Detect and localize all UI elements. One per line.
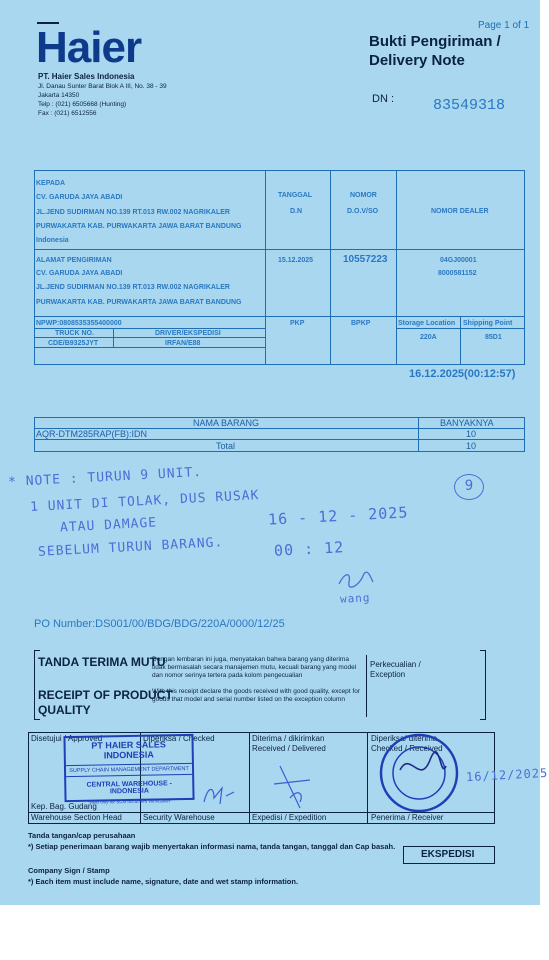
sig-penerima: Penerima / Receiver <box>371 813 444 822</box>
storage-label: Storage Location <box>398 320 456 327</box>
company-address2: Jakarta 14350 <box>38 92 80 99</box>
shipping-value: 85D1 <box>485 334 502 341</box>
sig-kep-gudang: Kep. Bag. Gudang <box>31 802 97 811</box>
stamp-line-2: SUPPLY CHAIN MANAGEMENT DEPARTMENT <box>66 763 192 777</box>
exception-label-2: Exception <box>370 670 406 679</box>
col-banyaknya: BANYAKNYA <box>440 418 494 428</box>
alamat-addr1: JL.JEND SUDIRMAN NO.139 RT.013 RW.002 NAGRIKALER <box>36 284 230 291</box>
circled-count: 9 <box>454 474 484 500</box>
print-timestamp: 16.12.2025(00:12:57) <box>409 368 516 380</box>
ekspedisi-label: EKSPEDISI <box>421 849 475 860</box>
stamp-line-4: *Valid only for SCM document verification* <box>87 798 172 805</box>
kepada-name: CV. GARUDA JAYA ABADI <box>36 194 123 201</box>
company-address1: Jl. Danau Sunter Barat Blok A III, No. 38 - 39 <box>38 83 167 90</box>
sig-checked: Diperiksa / Checked <box>143 734 215 743</box>
handwritten-time: 00 : 12 <box>273 538 345 560</box>
col-nama-barang: NAMA BARANG <box>193 418 260 428</box>
dealer-value1: 04GJ00001 <box>440 257 477 264</box>
sig-security: Security Warehouse <box>143 813 215 822</box>
kepada-label: KEPADA <box>36 180 66 187</box>
sig-checked-received-2: Checked / Received <box>371 744 443 753</box>
handwritten-scribble <box>335 568 375 592</box>
warehouse-stamp <box>63 734 194 805</box>
receipt-title-3: QUALITY <box>38 703 91 717</box>
alamat-label: ALAMAT PENGIRIMAN <box>36 257 112 264</box>
company-fax: Fax : (021) 6512556 <box>38 110 97 117</box>
sig-divider-2 <box>249 732 250 824</box>
shipping-label: Shipping Point <box>463 320 513 327</box>
kepada-addr1: JL.JEND SUDIRMAN NO.139 RT.013 RW.002 NAGRIKALER <box>36 209 230 216</box>
do-number: 10557223 <box>343 254 388 265</box>
delivery-date: 15.12.2025 <box>278 257 314 264</box>
total-value: 10 <box>466 441 477 451</box>
driver-label: DRIVER/EKSPEDISI <box>155 330 221 337</box>
handwritten-note-2: 1 UNIT DI TOLAK, DUS RUSAK <box>29 488 260 515</box>
po-number: PO Number:DS001/00/BDG/BDG/220A/0000/12/25 <box>34 618 285 630</box>
receipt-title-2: RECEIPT OF PRODUCT <box>38 688 173 702</box>
handwritten-note-4: SEBELUM TURUN BARANG. <box>37 535 224 560</box>
title-line2: Delivery Note <box>369 52 465 69</box>
npwp: NPWP:0808535355400000 <box>36 320 122 327</box>
sig-wh-head: Warehouse Section Head <box>31 813 122 822</box>
dn-label: DN : <box>372 93 394 105</box>
handwritten-receive-date: 16/12/2025 <box>465 765 549 785</box>
handwritten-date: 16 - 12 - 2025 <box>267 503 409 529</box>
footer-note-en: *) Each item must include name, signature, date and wet stamp information. <box>28 877 299 886</box>
haier-logo: Haier <box>36 23 142 72</box>
company-name: PT. Haier Sales Indonesia <box>38 72 135 81</box>
receipt-text-en: With this receipt declare the goods received with good quality, except for goods that model and serial number listed on the exception column <box>152 688 360 703</box>
kepada-addr3: Indonesia <box>36 237 69 244</box>
stamp-line-3: CENTRAL WAREHOUSE - INDONESIA <box>86 780 173 796</box>
alamat-addr2: PURWAKARTA KAB. PURWAKARTA JAWA BARAT BANDUNG <box>36 299 242 306</box>
company-telp: Telp : (021) 6505668 (Hunting) <box>38 101 127 108</box>
alamat-name: CV. GARUDA JAYA ABADI <box>36 270 123 277</box>
item-qty: 10 <box>466 429 477 439</box>
footer-note-id: *) Setiap penerimaan barang wajib menyertakan informasi nama, tanda tangan, tanggal dan Cap basah. <box>28 842 396 851</box>
signature-checked <box>200 782 240 810</box>
storage-value: 220A <box>420 334 437 341</box>
item-name: AQR-DTM285RAP(FB):IDN <box>36 429 148 439</box>
receipt-bracket-right <box>480 650 486 720</box>
footer-company-sign: Tanda tangan/cap perusahaan <box>28 831 136 840</box>
sig-approved: Disetujui / Approved <box>31 734 103 743</box>
sig-checked-received: Diperiksa/ diterima <box>371 734 438 743</box>
bpkp-label: BPKP <box>351 320 371 327</box>
tanggal-sub: D.N <box>290 208 303 215</box>
handwritten-signature-name: wang <box>339 591 371 606</box>
receiver-stamp <box>376 730 462 816</box>
dn-number: 83549318 <box>433 97 506 114</box>
total-label: Total <box>216 441 236 451</box>
sig-received-2: Received / Delivered <box>252 744 326 753</box>
exception-label: Perkecualian / <box>370 660 421 669</box>
kepada-addr2: PURWAKARTA KAB. PURWAKARTA JAWA BARAT BANDUNG <box>36 223 242 230</box>
tanggal-label: TANGGAL <box>278 192 313 199</box>
stamp-line-1: PT HAIER SALES INDONESIA <box>91 739 166 761</box>
page-number: Page 1 of 1 <box>478 20 530 31</box>
truck-value: CDE/B9325JYT <box>48 340 99 347</box>
signature-expedisi <box>270 758 320 810</box>
nomor-sub: D.O.V/SO <box>347 208 379 215</box>
driver-value: IRFAN/E88 <box>165 340 201 347</box>
pkp-label: PKP <box>290 320 305 327</box>
receipt-text-id: Dengan lembaran ini juga, menyatakan bahwa barang yang diterima tidak bermasalah secara manajemen mutu, kecuali barang yang model dan nomor serinya tertera pada kolom pengecualian <box>152 656 357 679</box>
handwritten-note-3: ATAU DAMAGE <box>59 515 158 536</box>
receipt-title-1: TANDA TERIMA MUTU <box>38 655 166 669</box>
nomor-label: NOMOR <box>350 192 377 199</box>
dealer-value2: 8000581152 <box>438 270 477 277</box>
title-line1: Bukti Pengiriman / <box>369 33 501 50</box>
footer-company-sign-en: Company Sign / Stamp <box>28 866 110 875</box>
exception-divider <box>366 655 367 717</box>
truck-label: TRUCK NO. <box>55 330 94 337</box>
nomor-dealer-label: NOMOR DEALER <box>431 208 489 215</box>
sig-divider-3 <box>367 732 368 824</box>
sig-expedisi: Expedisi / Expedition <box>252 813 327 822</box>
handwritten-note-1: * NOTE : TURUN 9 UNIT. <box>7 464 203 491</box>
sig-received: Diterima / dikirimkan <box>252 734 325 743</box>
